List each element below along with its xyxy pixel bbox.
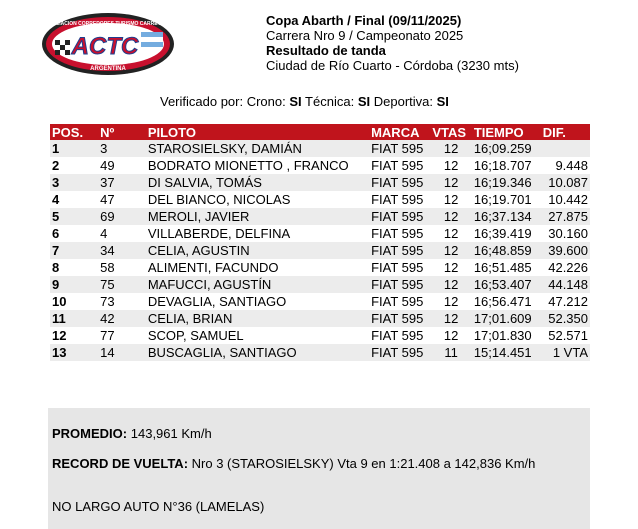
logo-main-text: ACTC bbox=[71, 33, 139, 60]
results-header-row bbox=[50, 124, 590, 140]
cell-vtas: 12 bbox=[430, 191, 471, 208]
table-row bbox=[50, 157, 590, 174]
report-location: Ciudad de Río Cuarto - Córdoba (3230 mts) bbox=[266, 58, 519, 73]
cell-pos: 4 bbox=[50, 191, 98, 208]
table-row bbox=[50, 344, 590, 361]
cell-piloto: DI SALVIA, TOMÁS bbox=[146, 174, 369, 191]
cell-num: 58 bbox=[98, 259, 146, 276]
cell-num: 42 bbox=[98, 310, 146, 327]
cell-pos: 11 bbox=[50, 310, 98, 327]
cell-num: 49 bbox=[98, 157, 146, 174]
cell-pos: 13 bbox=[50, 344, 98, 361]
report-subtitle: Carrera Nro 9 / Campeonato 2025 bbox=[266, 28, 464, 43]
cell-vtas: 12 bbox=[430, 259, 471, 276]
cell-tiempo: 16;37.134 bbox=[472, 208, 541, 225]
cell-marca: FIAT 595 bbox=[369, 242, 430, 259]
cell-pos: 12 bbox=[50, 327, 98, 344]
col-marca: MARCA bbox=[369, 124, 430, 140]
cell-dif: 10.442 bbox=[541, 191, 590, 208]
cell-num: 75 bbox=[98, 276, 146, 293]
table-row bbox=[50, 208, 590, 225]
cell-marca: FIAT 595 bbox=[369, 344, 430, 361]
table-row bbox=[50, 225, 590, 242]
cell-marca: FIAT 595 bbox=[369, 259, 430, 276]
table-row bbox=[50, 293, 590, 310]
table-row bbox=[50, 327, 590, 344]
cell-dif: 10.087 bbox=[541, 174, 590, 191]
record-label: RECORD DE VUELTA: bbox=[52, 456, 189, 471]
cell-vtas: 12 bbox=[430, 225, 471, 242]
cell-vtas: 12 bbox=[430, 276, 471, 293]
cell-num: 69 bbox=[98, 208, 146, 225]
col-dif: DIF. bbox=[541, 124, 590, 140]
cell-num: 73 bbox=[98, 293, 146, 310]
cell-tiempo: 16;51.485 bbox=[472, 259, 541, 276]
cell-tiempo: 16;53.407 bbox=[472, 276, 541, 293]
cell-vtas: 12 bbox=[430, 310, 471, 327]
table-row bbox=[50, 191, 590, 208]
cell-dif bbox=[541, 140, 590, 157]
cell-marca: FIAT 595 bbox=[369, 208, 430, 225]
verification-deportiva: SI bbox=[436, 94, 449, 109]
cell-piloto: DEVAGLIA, SANTIAGO bbox=[146, 293, 369, 310]
cell-num: 77 bbox=[98, 327, 146, 344]
cell-num: 14 bbox=[98, 344, 146, 361]
record-value: Nro 3 (STAROSIELSKY) Vta 9 en 1:21.408 a 142,836 Km/h bbox=[191, 456, 536, 471]
cell-marca: FIAT 595 bbox=[369, 157, 430, 174]
report-title: Copa Abarth / Final (09/11/2025) bbox=[266, 13, 462, 28]
cell-tiempo: 16;19.346 bbox=[472, 174, 541, 191]
cell-dif: 30.160 bbox=[541, 225, 590, 242]
cell-num: 4 bbox=[98, 225, 146, 242]
cell-piloto: BODRATO MIONETTO , FRANCO bbox=[146, 157, 369, 174]
verification-deportiva-label: Deportiva: bbox=[373, 94, 433, 109]
note-line bbox=[52, 499, 264, 514]
cell-marca: FIAT 595 bbox=[369, 293, 430, 310]
cell-vtas: 12 bbox=[430, 157, 471, 174]
cell-marca: FIAT 595 bbox=[369, 225, 430, 242]
report-section: Resultado de tanda bbox=[266, 43, 386, 58]
cell-pos: 3 bbox=[50, 174, 98, 191]
argentina-flag-icon bbox=[141, 32, 163, 47]
cell-piloto: SCOP, SAMUEL bbox=[146, 327, 369, 344]
cell-dif: 1 VTA bbox=[541, 344, 590, 361]
cell-dif: 27.875 bbox=[541, 208, 590, 225]
cell-dif: 44.148 bbox=[541, 276, 590, 293]
table-row bbox=[50, 140, 590, 157]
cell-dif: 42.226 bbox=[541, 259, 590, 276]
cell-dif: 39.600 bbox=[541, 242, 590, 259]
table-row bbox=[50, 242, 590, 259]
cell-pos: 5 bbox=[50, 208, 98, 225]
cell-tiempo: 17;01.830 bbox=[472, 327, 541, 344]
cell-piloto: MEROLI, JAVIER bbox=[146, 208, 369, 225]
cell-marca: FIAT 595 bbox=[369, 140, 430, 157]
cell-tiempo: 15;14.451 bbox=[472, 344, 541, 361]
cell-num: 47 bbox=[98, 191, 146, 208]
cell-pos: 8 bbox=[50, 259, 98, 276]
table-row bbox=[50, 310, 590, 327]
table-row bbox=[50, 259, 590, 276]
cell-vtas: 12 bbox=[430, 174, 471, 191]
cell-marca: FIAT 595 bbox=[369, 191, 430, 208]
cell-marca: FIAT 595 bbox=[369, 276, 430, 293]
cell-piloto: ALIMENTI, FACUNDO bbox=[146, 259, 369, 276]
cell-num: 34 bbox=[98, 242, 146, 259]
cell-piloto: DEL BIANCO, NICOLAS bbox=[146, 191, 369, 208]
report-header bbox=[266, 13, 519, 73]
cell-pos: 2 bbox=[50, 157, 98, 174]
results-table bbox=[50, 124, 590, 361]
cell-vtas: 12 bbox=[430, 327, 471, 344]
cell-tiempo: 16;48.859 bbox=[472, 242, 541, 259]
cell-tiempo: 17;01.609 bbox=[472, 310, 541, 327]
cell-vtas: 11 bbox=[430, 344, 471, 361]
cell-tiempo: 16;09.259 bbox=[472, 140, 541, 157]
cell-marca: FIAT 595 bbox=[369, 327, 430, 344]
cell-pos: 1 bbox=[50, 140, 98, 157]
table-row bbox=[50, 276, 590, 293]
cell-dif: 52.571 bbox=[541, 327, 590, 344]
cell-piloto: MAFUCCI, AGUSTÍN bbox=[146, 276, 369, 293]
cell-pos: 6 bbox=[50, 225, 98, 242]
cell-vtas: 12 bbox=[430, 242, 471, 259]
cell-piloto: VILLABERDE, DELFINA bbox=[146, 225, 369, 242]
cell-tiempo: 16;18.707 bbox=[472, 157, 541, 174]
note-text: NO LARGO AUTO N°36 (LAMELAS) bbox=[52, 499, 265, 514]
promedio-value: 143,961 Km/h bbox=[130, 426, 212, 441]
cell-tiempo: 16;39.419 bbox=[472, 225, 541, 242]
verification-line bbox=[160, 94, 449, 109]
promedio-label: PROMEDIO: bbox=[52, 426, 128, 441]
logo-ring-text: ASOCIACION CORREDORES TURISMO CARRETERA bbox=[44, 21, 172, 27]
cell-piloto: CELIA, BRIAN bbox=[146, 310, 369, 327]
table-row bbox=[50, 174, 590, 191]
cell-num: 37 bbox=[98, 174, 146, 191]
cell-dif: 47.212 bbox=[541, 293, 590, 310]
cell-piloto: CELIA, AGUSTIN bbox=[146, 242, 369, 259]
actc-logo bbox=[41, 12, 175, 76]
verification-crono: SI bbox=[289, 94, 302, 109]
logo-bottom-text: ARGENTINA bbox=[90, 66, 126, 72]
cell-tiempo: 16;56.471 bbox=[472, 293, 541, 310]
promedio-line bbox=[52, 426, 212, 441]
cell-piloto: BUSCAGLIA, SANTIAGO bbox=[146, 344, 369, 361]
col-piloto: PILOTO bbox=[146, 124, 369, 140]
col-vtas: VTAS bbox=[430, 124, 471, 140]
verification-tecnica: SI bbox=[357, 94, 371, 109]
col-tiempo: TIEMPO bbox=[472, 124, 541, 140]
cell-num: 3 bbox=[98, 140, 146, 157]
verification-tecnica-label: Técnica: bbox=[305, 94, 355, 109]
cell-dif: 9.448 bbox=[541, 157, 590, 174]
record-line bbox=[52, 456, 535, 471]
cell-vtas: 12 bbox=[430, 140, 471, 157]
cell-pos: 9 bbox=[50, 276, 98, 293]
cell-piloto: STAROSIELSKY, DAMIÁN bbox=[146, 140, 369, 157]
cell-vtas: 12 bbox=[430, 208, 471, 225]
verification-prefix: Verificado por: Crono: bbox=[160, 94, 286, 109]
cell-vtas: 12 bbox=[430, 293, 471, 310]
cell-marca: FIAT 595 bbox=[369, 174, 430, 191]
cell-tiempo: 16;19.701 bbox=[472, 191, 541, 208]
col-num: Nº bbox=[98, 124, 146, 140]
col-pos: POS. bbox=[50, 124, 98, 140]
cell-dif: 52.350 bbox=[541, 310, 590, 327]
cell-pos: 7 bbox=[50, 242, 98, 259]
cell-pos: 10 bbox=[50, 293, 98, 310]
cell-marca: FIAT 595 bbox=[369, 310, 430, 327]
